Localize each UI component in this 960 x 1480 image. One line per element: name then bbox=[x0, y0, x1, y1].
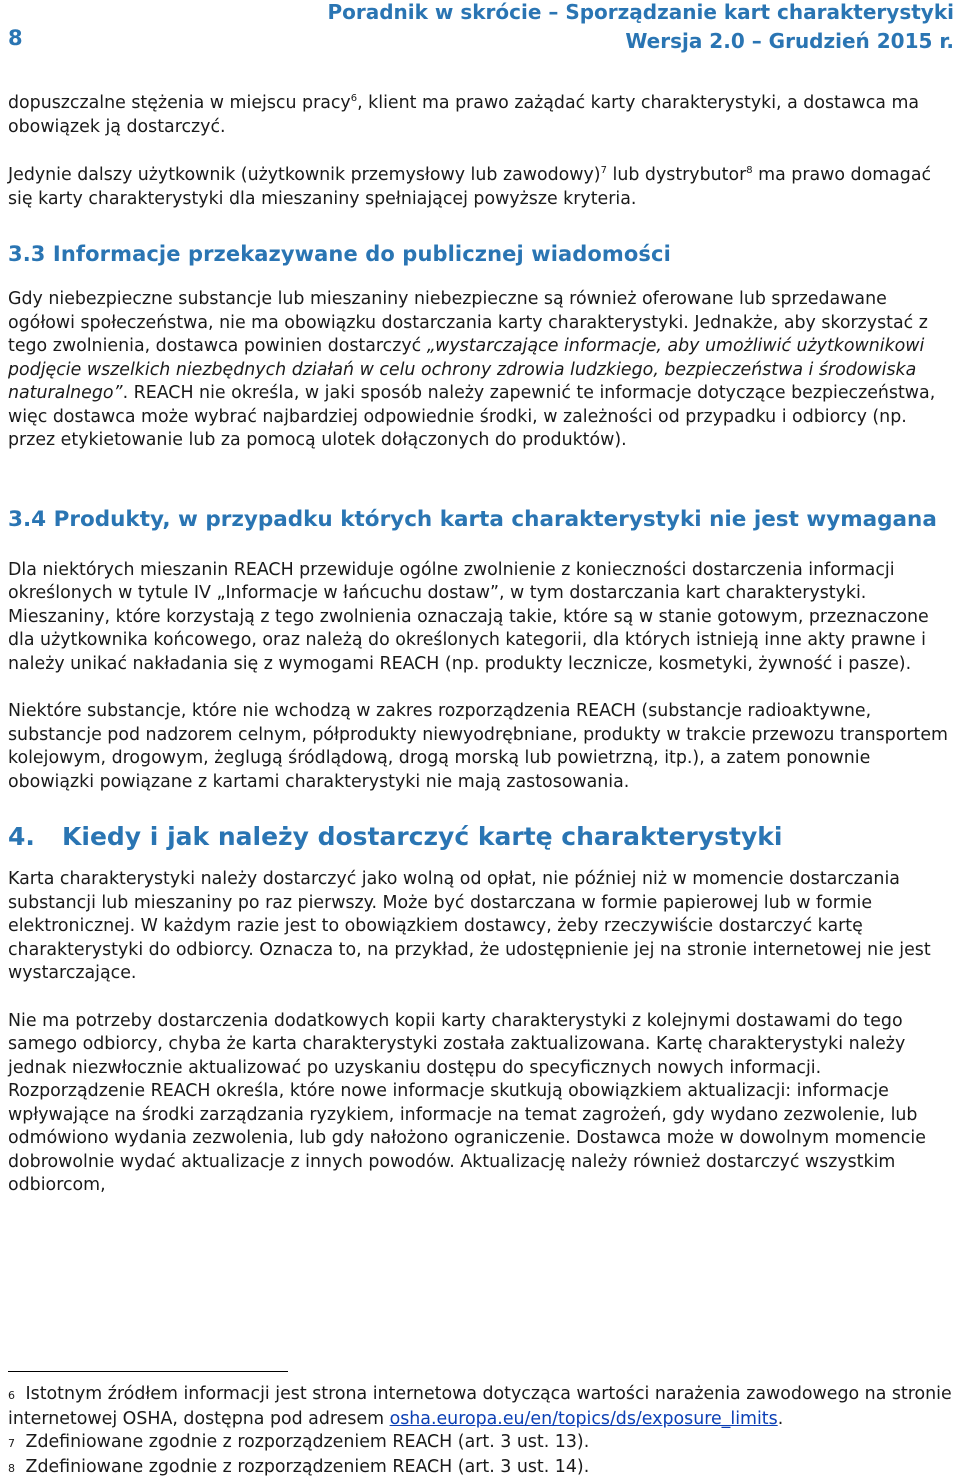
section-heading-3-4: 3.4 Produkty, w przypadku których karta charakterystyki nie jest wymagana bbox=[8, 505, 948, 534]
osha-exposure-limits-link[interactable]: osha.europa.eu/en/topics/ds/exposure_limits bbox=[390, 1409, 778, 1429]
section-heading-3-3: 3.3 Informacje przekazywane do publicznej wiadomości bbox=[8, 240, 948, 268]
document-body bbox=[8, 92, 948, 1198]
paragraph-downstream-user: Jedynie dalszy użytkownik (użytkownik przemysłowy lub zawodowy)$^7$ lub dystrybutor$^8$ ma prawo domagać się karty charakterystyki dla mieszaniny spełniającej powyższe kryteria. bbox=[8, 164, 948, 211]
paragraph-sds-delivery: Karta charakterystyki należy dostarczyć jako wolną od opłat, nie później niż w momencie dostarczania substancji lub mieszaniny po raz pierwszy. Może być dostarczana w formie papierowej lub w formie elektronicznej. W każdym razie jest to obowiązkiem dostawcy, żeby rzeczywiście dostarczyć kartę charakterystyki do odbiorcy. Oznacza to, na przykład, że udostępnienie jej na stronie internetowej nie jest wystarczające. bbox=[8, 868, 948, 986]
paragraph-public-information: Gdy niebezpieczne substancje lub mieszaniny niebezpieczne są również oferowane lub sprzedawane ogółowi społeczeństwa, nie ma obowiązku dostarczania karty charakterystyki. Jednakże, aby skorzystać z tego zwolnienia, dostawca powinien dostarczyć „wystarczające informacje, aby umożliwić użytkownikowi podjęcie wszelkich niezbędnych działań w celu ochrony zdrowia ludzkiego, bezpieczeństwa i środowiska naturalnego”. REACH nie określa, w jaki sposób należy zapewnić te informacje dotyczące bezpieczeństwa, więc dostawca może wybrać najbardziej odpowiednie środki, w zależności od przypadku i odbiorcy (np. przez etykietowanie lub za pomocą ulotek dołączonych do produktów). bbox=[8, 288, 948, 453]
paragraph-out-of-scope-substances: Niektóre substancje, które nie wchodzą w zakres rozporządzenia REACH (substancje radioaktywne, substancje pod nadzorem celnym, półprodukty niewyodrębniane, produkty w trakcie przewozu transportem kolejowym, drogowym, żeglugą śródlądową, drogą morską lub powietrzną, itp.), a zatem ponownie obowiązki powiązane z kartami charakterystyki nie mają zastosowania. bbox=[8, 700, 948, 794]
footnote-ref-8[interactable]: 8 bbox=[746, 165, 752, 176]
footnote-7: 7 Zdefiniowane zgodnie z rozporządzeniem REACH (art. 3 ust. 13). bbox=[8, 1431, 953, 1456]
footnote-separator bbox=[8, 1371, 288, 1372]
paragraph-sds-updates: Nie ma potrzeby dostarczenia dodatkowych kopii karty charakterystyki z kolejnymi dostawami do tego samego odbiorcy, chyba że karta charakterystyki została zaktualizowana. Kartę charakterystyki należy jednak niezwłocznie aktualizować po uzyskaniu dostępu do specyficznych nowych informacji. Rozporządzenie REACH określa, które nowe informacje skutkują obowiązkiem aktualizacji: informacje wpływające na środki zarządzania ryzykiem, informacje na temat zagrożeń, gdy wydano zezwolenie, lub odmówiono wydania zezwolenia, lub gdy nałożono ograniczenie. Dostawca może w dowolnym momencie dobrowolnie wydać aktualizacje z innych powodów. Aktualizację należy również dostarczyć wszystkim odbiorcom, bbox=[8, 1010, 948, 1198]
page-header bbox=[0, 0, 960, 56]
footnote-8: 8 Zdefiniowane zgodnie z rozporządzeniem REACH (art. 3 ust. 14). bbox=[8, 1456, 953, 1480]
page-number: 8 bbox=[8, 26, 23, 50]
document-title: Poradnik w skrócie – Sporządzanie kart charakterystyki bbox=[327, 0, 954, 24]
paragraph-mixture-exemption: Dla niektórych mieszanin REACH przewiduje ogólne zwolnienie z konieczności dostarczenia informacji określonych w tytule IV „Informacje w łańcuchu dostaw”, w tym dostarczania kart charakterystyki. Mieszaniny, które korzystają z tego zwolnienia oznaczają takie, które są w stanie gotowym, przeznaczone dla użytkownika końcowego, oraz należą do określonych kategorii, dla których istnieją inne akty prawne i należy unikać nakładania się z wymogami REACH (np. produkty lecznicze, kosmetyki, żywność i pasze). bbox=[8, 559, 948, 677]
document-version: Wersja 2.0 – Grudzień 2015 r. bbox=[625, 29, 954, 53]
footnote-6: 6 Istotnym źródłem informacji jest strona internetowa dotycząca wartości narażenia zawodowego na stronie internetowej OSHA, dostępna pod adresem osha.europa.eu/en/topics/ds/exposure_limits. bbox=[8, 1383, 953, 1431]
section-heading-4: 4. Kiedy i jak należy dostarczyć kartę charakterystyki bbox=[8, 820, 948, 854]
footnotes bbox=[8, 1383, 953, 1480]
footnote-ref-7[interactable]: 7 bbox=[601, 165, 607, 176]
paragraph-exposure-limits: dopuszczalne stężenia w miejscu pracy$^6$, klient ma prawo zażądać karty charakterystyki, a dostawca ma obowiązek ją dostarczyć. bbox=[8, 92, 948, 139]
footnote-ref-6[interactable]: 6 bbox=[351, 93, 357, 104]
